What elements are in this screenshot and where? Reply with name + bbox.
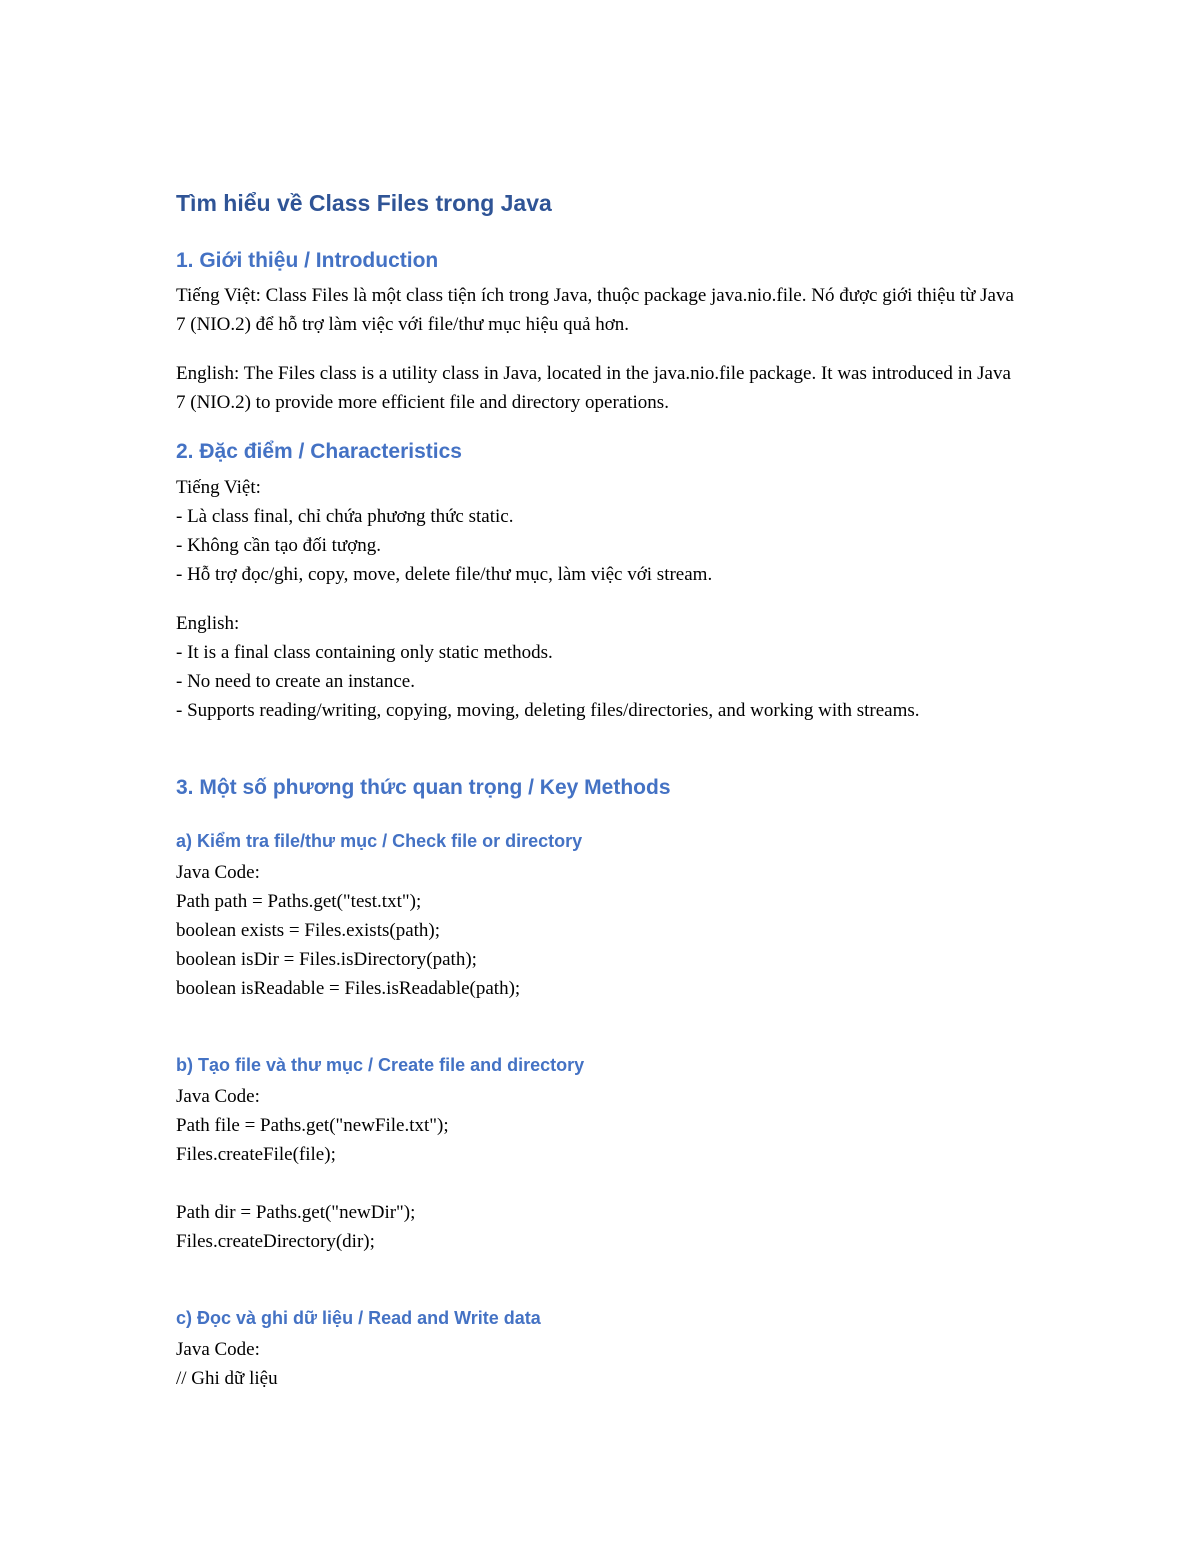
code-block-check — [176, 858, 1016, 1003]
code-line: Path file = Paths.get("newFile.txt"); — [176, 1115, 449, 1136]
code-label: Java Code: — [176, 862, 260, 883]
code-line: boolean isReadable = Files.isReadable(path); — [176, 978, 521, 999]
code-label: Java Code: — [176, 1339, 260, 1360]
code-line: boolean isDir = Files.isDirectory(path); — [176, 949, 477, 970]
code-line: boolean exists = Files.exists(path); — [176, 920, 441, 941]
section-heading-key-methods: 3. Một số phương thức quan trọng / Key Methods — [176, 776, 671, 799]
document-title: Tìm hiểu về Class Files trong Java — [176, 190, 552, 216]
characteristics-vietnamese-block — [176, 473, 1016, 589]
characteristics-en-label: English: — [176, 613, 240, 634]
list-item: - No need to create an instance. — [176, 671, 415, 692]
code-line: Path path = Paths.get("test.txt"); — [176, 891, 422, 912]
section-heading-introduction: 1. Giới thiệu / Introduction — [176, 249, 439, 272]
code-block-create — [176, 1082, 1016, 1256]
list-item: - Supports reading/writing, copying, moving, deleting files/directories, and working with streams. — [176, 700, 920, 721]
code-line: // Ghi dữ liệu — [176, 1368, 278, 1389]
characteristics-vi-label: Tiếng Việt: — [176, 477, 261, 498]
subheading-create-file: b) Tạo file và thư mục / Create file and directory — [176, 1055, 585, 1075]
list-item: - It is a final class containing only static methods. — [176, 642, 553, 663]
code-block-readwrite — [176, 1335, 1016, 1393]
code-line-blank — [176, 1169, 1016, 1198]
code-line: Files.createFile(file); — [176, 1144, 336, 1165]
subheading-check-file: a) Kiểm tra file/thư mục / Check file or directory — [176, 831, 583, 851]
paragraph-intro-english: English: The Files class is a utility class in Java, located in the java.nio.file package. It was introduced in Java 7 (NIO.2) to provide more efficient file and directory operations. — [176, 363, 1011, 413]
paragraph-intro-vietnamese: Tiếng Việt: Class Files là một class tiện ích trong Java, thuộc package java.nio.file. Nó được giới thiệu từ Java 7 (NIO.2) để hỗ trợ làm việc với file/thư mục hiệu quả hơn. — [176, 285, 1014, 335]
list-item: - Là class final, chỉ chứa phương thức static. — [176, 506, 514, 527]
list-item: - Không cần tạo đối tượng. — [176, 535, 382, 556]
code-line: Path dir = Paths.get("newDir"); — [176, 1202, 416, 1223]
list-item: - Hỗ trợ đọc/ghi, copy, move, delete file/thư mục, làm việc với stream. — [176, 564, 713, 585]
code-line: Files.createDirectory(dir); — [176, 1231, 375, 1252]
characteristics-english-block — [176, 609, 1016, 725]
section-heading-characteristics: 2. Đặc điểm / Characteristics — [176, 440, 462, 463]
code-label: Java Code: — [176, 1086, 260, 1107]
subheading-read-write: c) Đọc và ghi dữ liệu / Read and Write data — [176, 1308, 541, 1328]
